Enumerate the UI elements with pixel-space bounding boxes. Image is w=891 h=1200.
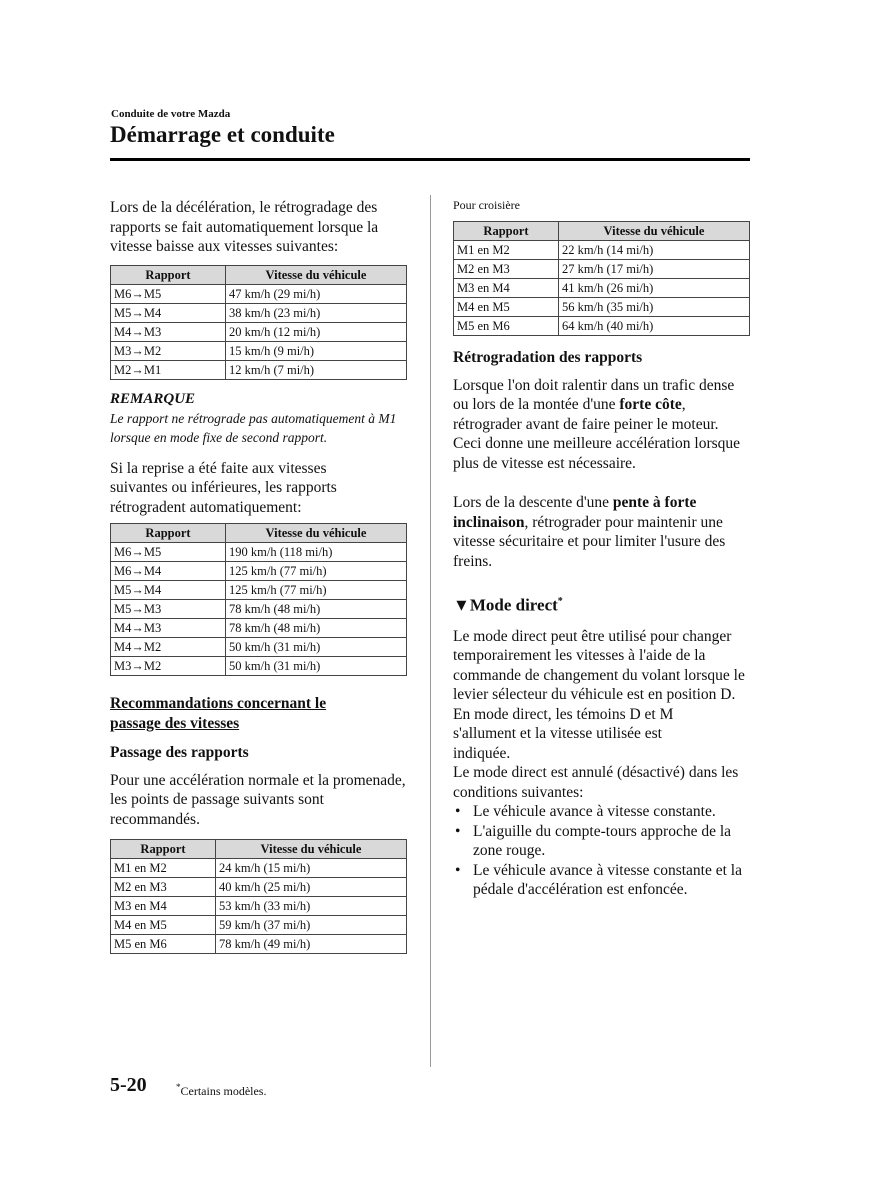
emphasis-text: pente à forte inclinaison [453,494,697,531]
table-header: Vitesse du véhicule [216,840,407,859]
gear-passage-text: Pour une accélération normale et la promenade, les points de passage suivants sont recommandés. [110,771,406,828]
table-cell: 41 km/h (26 mi/h) [559,279,750,298]
table-cell: 20 km/h (12 mi/h) [226,322,407,341]
table-header: Rapport [111,524,226,543]
list-item: • Le véhicule avance à vitesse constante et la pédale d'accélération est enfoncée. [453,861,753,900]
table-cell: M5→M3 [111,600,226,619]
table-cell: 38 km/h (23 mi/h) [226,303,407,322]
section-label: Conduite de votre Mazda [111,108,231,120]
downshift-paragraph-2 [453,493,738,571]
footnote [176,1082,266,1099]
table-cell: M3 en M4 [454,279,559,298]
table-cell: M3 en M4 [111,897,216,916]
table-row [454,260,750,279]
auto-downshift-table [110,265,407,380]
table-cell: 64 km/h (40 mi/h) [559,317,750,336]
title-rule [110,158,750,161]
table-cell: M2 en M3 [111,878,216,897]
table-cell: 78 km/h (48 mi/h) [226,619,407,638]
table-row [111,581,407,600]
table-cell: 22 km/h (14 mi/h) [559,241,750,260]
table-row [111,878,407,897]
remark-title: REMARQUE [110,390,196,407]
table-cell: M5→M4 [111,581,226,600]
table-cell: M3→M2 [111,341,226,360]
table-cell: M3→M2 [111,657,226,676]
table-cell: M6→M5 [111,543,226,562]
table-header: Rapport [111,840,216,859]
cruise-caption: Pour croisière [453,198,520,212]
remark-text: Le rapport ne rétrograde pas automatiquement à M1 lorsque en mode fixe de second rapport. [110,410,397,445]
table-cell: 78 km/h (48 mi/h) [226,600,407,619]
table-cell: 56 km/h (35 mi/h) [559,298,750,317]
cancel-conditions-list [453,802,753,900]
table-cell: M2 en M3 [454,260,559,279]
table-row [111,322,407,341]
mode-direct-paragraph-2: En mode direct, les témoins D et M s'allument et la vitesse utilisée est indiquée. [453,705,674,762]
table-row [111,638,407,657]
table-cell: M4→M3 [111,619,226,638]
table-cell: M1 en M2 [454,241,559,260]
table-cell: M4→M2 [111,638,226,657]
table-cell: M2→M1 [111,360,226,379]
table-cell: M6→M5 [111,284,226,303]
mode-direct-heading [453,591,753,617]
table-cell: M4 en M5 [111,916,216,935]
table-cell: M6→M4 [111,562,226,581]
table-row [111,897,407,916]
table-row [111,562,407,581]
text-run: Lors de la descente d'une [453,494,613,511]
table-cell: 125 km/h (77 mi/h) [226,562,407,581]
text-run: , rétrograder pour maintenir une vitesse sécuritaire et pour limiter l'usure des freins. [453,513,726,570]
table-cell: M4→M3 [111,322,226,341]
triangle-down-icon: ▼ [453,595,470,615]
table-row [111,360,407,379]
table-cell: 190 km/h (118 mi/h) [226,543,407,562]
table-row [454,298,750,317]
table-cell: 50 km/h (31 mi/h) [226,638,407,657]
table-cell: 27 km/h (17 mi/h) [559,260,750,279]
kickdown-table [110,523,407,676]
table-row [111,600,407,619]
heading-text: Mode direct [469,595,558,615]
right-column [453,198,753,900]
page-number: 5-20 [110,1074,147,1096]
downshift-heading: Rétrogradation des rapports [453,349,643,366]
table-cell: 78 km/h (49 mi/h) [216,935,407,954]
table-row [454,241,750,260]
kickdown-intro: Si la reprise a été faite aux vitesses suivantes ou inférieures, les rapports rétrogradent automatiquement: [110,459,337,516]
column-divider [430,195,431,1067]
shift-recommendations-heading: Recommandations concernant le passage des vitesses [110,695,327,732]
table-cell: 59 km/h (37 mi/h) [216,916,407,935]
table-row [111,303,407,322]
table-row [454,317,750,336]
table-cell: M1 en M2 [111,859,216,878]
table-cell: 125 km/h (77 mi/h) [226,581,407,600]
table-cell: 50 km/h (31 mi/h) [226,657,407,676]
decel-intro: Lors de la décélération, le rétrogradage des rapports se fait automatiquement lorsque la vitesse baisse aux vitesses suivantes: [110,199,379,255]
footnote-text: Certains modèles. [180,1084,267,1098]
left-column [110,198,410,954]
list-item: • L'aiguille du compte-tours approche de la zone rouge. [453,822,753,861]
table-cell: 53 km/h (33 mi/h) [216,897,407,916]
text-run: , rétrograder avant de faire peiner le moteur. Ceci donne une meilleure accélération lorsque plus de vitesse est nécessaire. [453,396,741,472]
asterisk-icon: * [557,596,563,607]
table-cell: 24 km/h (15 mi/h) [216,859,407,878]
table-row [111,859,407,878]
table-cell: 15 km/h (9 mi/h) [226,341,407,360]
table-row [111,341,407,360]
table-cell: M5 en M6 [454,317,559,336]
gear-passage-heading: Passage des rapports [110,744,249,761]
cruise-shift-table [453,221,750,336]
table-cell: M5 en M6 [111,935,216,954]
table-row [111,543,407,562]
table-row [454,279,750,298]
mode-direct-paragraph-1: Le mode direct peut être utilisé pour changer temporairement les vitesses à l'aide de la commande de changement du volant lorsque le levier sélecteur du véhicule est en position D. [453,627,745,704]
table-row [111,284,407,303]
emphasis-text: forte côte [619,396,682,413]
mode-direct-paragraph-3: Le mode direct est annulé (désactivé) dans les conditions suivantes: [453,764,739,801]
text-run: Lorsque l'on doit ralentir dans un trafic dense ou lors de la montée d'une [453,376,735,413]
table-cell: 40 km/h (25 mi/h) [216,878,407,897]
table-cell: 12 km/h (7 mi/h) [226,360,407,379]
table-row [111,935,407,954]
page-title: Démarrage et conduite [110,122,335,147]
table-row [111,916,407,935]
asterisk-icon: * [176,1082,181,1092]
table-header: Vitesse du véhicule [559,222,750,241]
downshift-paragraph-1 [453,376,743,474]
table-cell: M4 en M5 [454,298,559,317]
table-header: Vitesse du véhicule [226,524,407,543]
table-header: Rapport [454,222,559,241]
table-row [111,619,407,638]
table-header: Rapport [111,265,226,284]
normal-shift-table [110,839,407,954]
table-cell: M5→M4 [111,303,226,322]
table-cell: 47 km/h (29 mi/h) [226,284,407,303]
table-row [111,657,407,676]
list-item: • Le véhicule avance à vitesse constante. [453,802,753,822]
table-header: Vitesse du véhicule [226,265,407,284]
